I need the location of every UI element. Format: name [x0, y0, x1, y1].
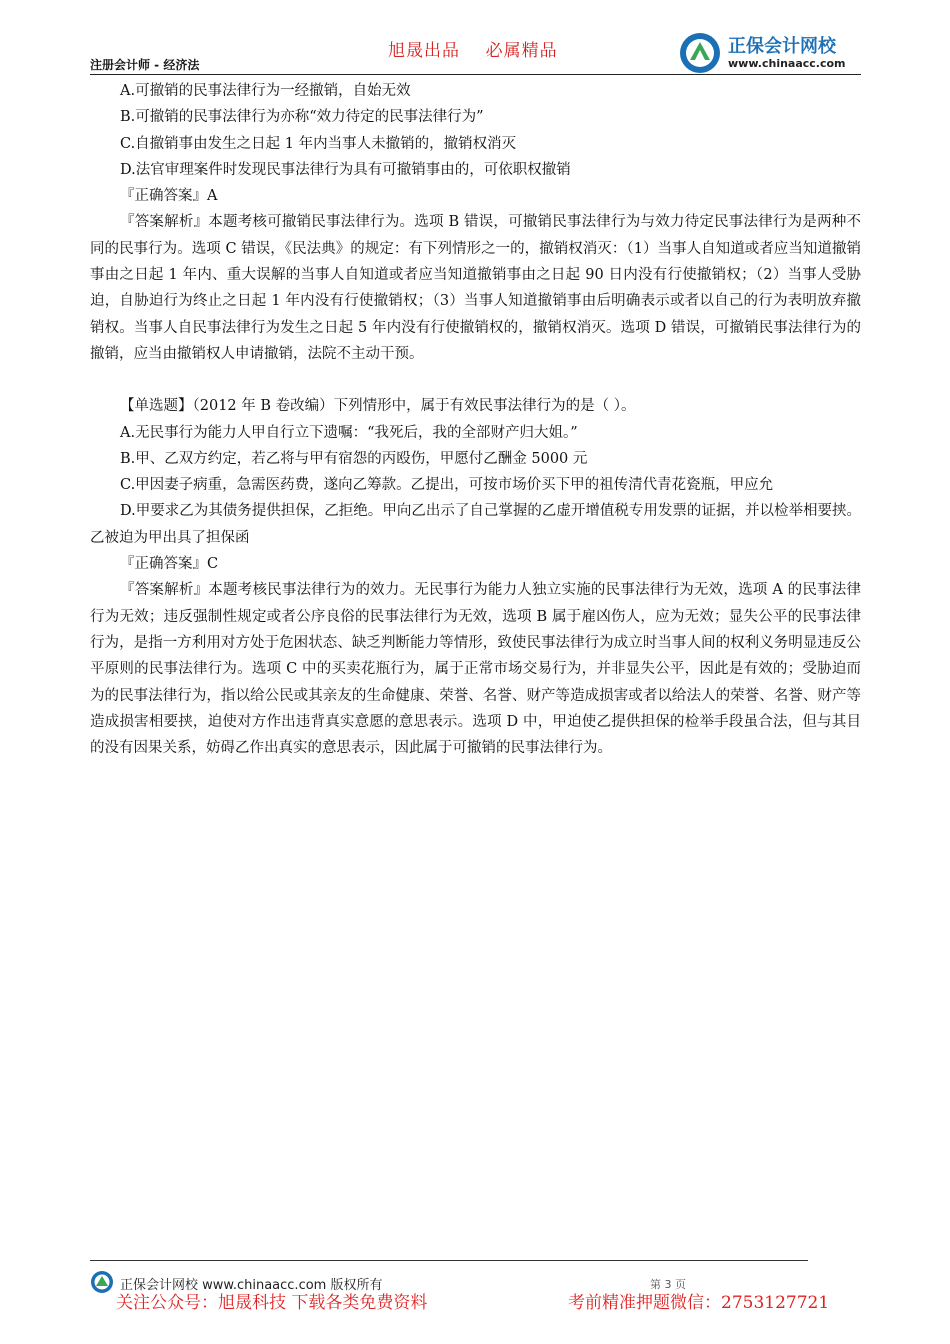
promo-wechat-contact: 考前精准押题微信：2753127721: [568, 1293, 830, 1313]
brand-logo-icon: [678, 30, 724, 76]
q2-option-b: B.甲、乙双方约定，若乙将与甲有宿怨的丙殴伤，甲愿付乙酬金 5000 元: [120, 450, 588, 467]
q1-analysis: 『答案解析』本题考核可撤销民事法律行为。选项 B 错误，可撤销民事法律行为与效力待定民事法律行为是两种不同的民事行为。选项 C 错误，《民法典》的规定：有下列情形之一的，撤销权消灭：（1）当事人自知道或者应当知道撤销事由之日起 1 年内、重大误解的当事人自知道或者应当知道撤销事由之日起 90 日内没有行使撤销权；（2）当事人受胁迫，自胁迫行为终止之日起 1 年内没有行使撤销权；（3）当事人知道撤销事由后明确表示或者以自己的行为表明放弃撤销权。当事人自民事法律行为发生之日起 5 年内没有行使撤销权的，撤销权消灭。选项 D 错误，可撤销民事法律行为的撤销，应当由撤销权人申请撤销，法院不主动干预。: [90, 214, 861, 362]
brand-logo-url: www.chinaacc.com: [728, 57, 846, 70]
section-gap: [90, 367, 861, 393]
q2-analysis: 『答案解析』本题考核民事法律行为的效力。无民事行为能力人独立实施的民事法律行为无效，选项 A 的民事法律行为无效；违反强制性规定或者公序良俗的民事法律行为无效，选项 B 属于雇凶伤人，应为无效；显失公平的民事法律行为，是指一方利用对方处于危困状态、缺乏判断能力等情形，致使民事法律行为成立时当事人间的权利义务明显违反公平原则的民事法律行为。选项 C 中的买卖花瓶行为，属于正常市场交易行为，并非显失公平，因此是有效的；受胁迫而为的民事法律行为，指以给公民或其亲友的生命健康、荣誉、名誉、财产等造成损害或者以给法人的荣誉、名誉、财产等造成损害相要挟，迫使对方作出违背真实意愿的意思表示。选项 D 中，甲迫使乙提供担保的检举手段虽合法，但与其目的没有因果关系，妨碍乙作出真实的意思表示，因此属于可撤销的民事法律行为。: [90, 582, 861, 757]
header-slogan: 旭晟出品 必属精品: [388, 41, 558, 61]
q2-stem: 【单选题】（2012 年 B 卷改编）下列情形中，属于有效民事法律行为的是（ ）。: [120, 398, 636, 415]
q1-option-a: A.可撤销的民事法律行为一经撤销，自始无效: [120, 83, 411, 99]
q2-option-d: D.甲要求乙为其债务提供担保，乙拒绝。甲向乙出示了自己掌握的乙虚开增值税专用发票的证据，并以检举相要挟。乙被迫为甲出具了担保函: [90, 503, 861, 546]
q1-option-b: B.可撤销的民事法律行为亦称“效力待定的民事法律行为”: [120, 109, 484, 126]
q2-option-c: C.甲因妻子病重，急需医药费，遂向乙筹款。乙提出，可按市场价买下甲的祖传清代青花瓷瓶，甲应允: [120, 477, 774, 494]
q2-option-a: A.无民事行为能力人甲自行立下遗嘱：“我死后，我的全部财产归大姐。”: [120, 424, 578, 441]
footer-page-number: 第 3 页: [650, 1278, 686, 1291]
q1-answer: 『正确答案』A: [120, 188, 218, 205]
footer-logo-icon: [90, 1270, 114, 1294]
header-divider: [90, 74, 861, 75]
footer-copyright: 正保会计网校 www.chinaacc.com 版权所有: [120, 1278, 383, 1293]
document-body: [90, 78, 861, 761]
q2-answer: 『正确答案』C: [120, 556, 219, 573]
q1-option-d: D.法官审理案件时发现民事法律行为具有可撤销事由的，可依职权撤销: [120, 161, 571, 178]
q1-option-c: C.自撤销事由发生之日起 1 年内当事人未撤销的，撤销权消灭: [120, 135, 517, 152]
promo-wechat-account: 关注公众号：旭晟科技 下载各类免费资料: [116, 1293, 428, 1313]
header-course-title: 注册会计师 - 经济法: [90, 58, 200, 72]
brand-logo: [678, 30, 868, 76]
footer-divider: [90, 1260, 808, 1261]
brand-logo-name: 正保会计网校: [728, 36, 836, 57]
